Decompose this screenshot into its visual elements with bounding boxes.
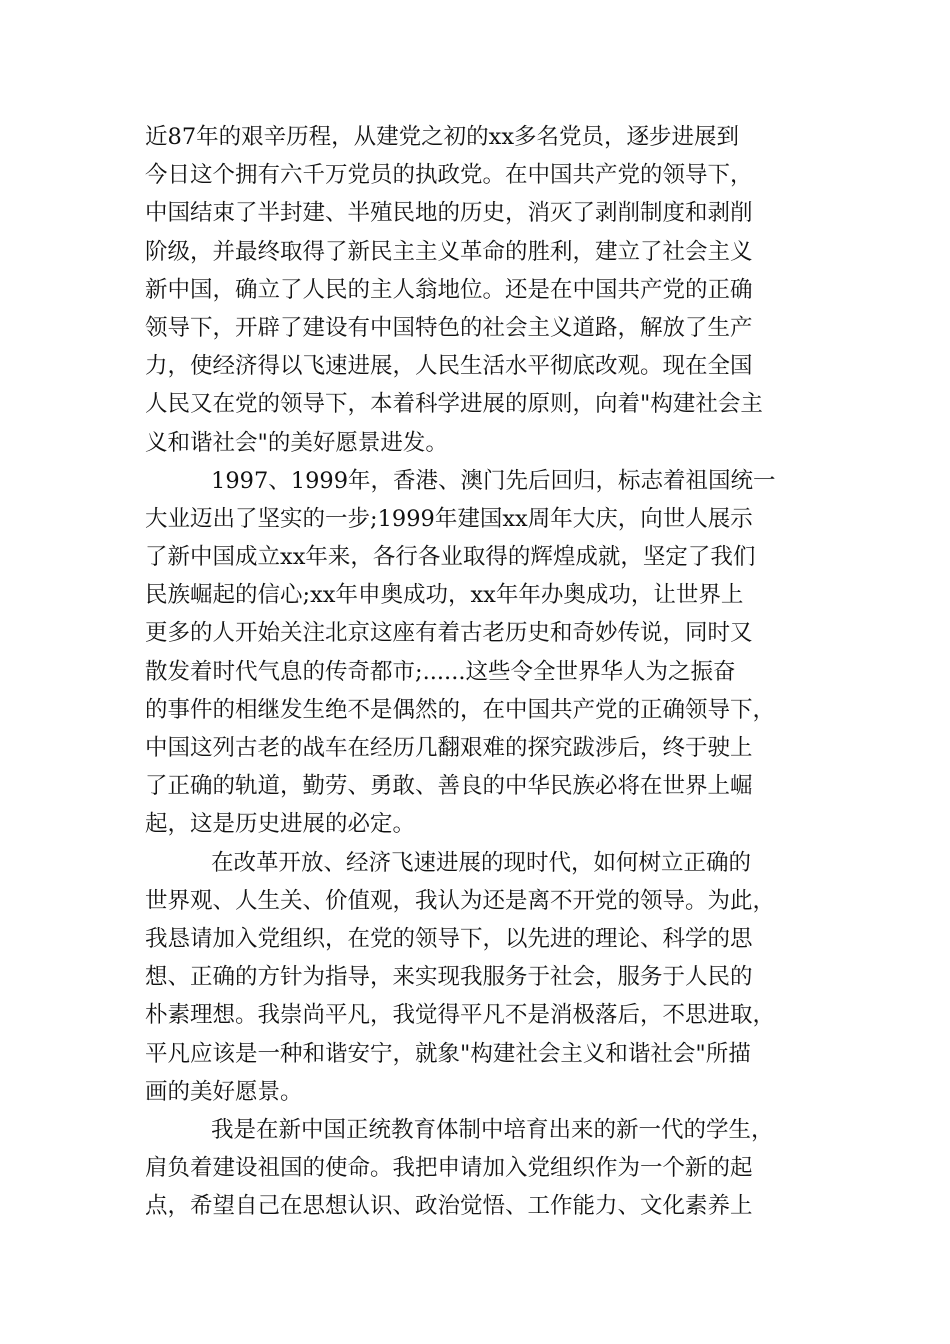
paragraph-2 xyxy=(145,462,805,844)
text-line: 领导下，开辟了建设有中国特色的社会主义道路，解放了生产 xyxy=(145,314,753,341)
text-line: 在改革开放、经济飞速进展的现时代，如何树立正确的 xyxy=(211,849,752,876)
text-line: 人民又在党的领导下，本着科学进展的原则，向着"构建社会主 xyxy=(145,391,763,418)
text-line: 1997、1999年，香港、澳门先后回归，标志着祖国统一 xyxy=(211,467,776,494)
text-line: 了新中国成立xx年来，各行各业取得的辉煌成就，坚定了我们 xyxy=(145,544,756,571)
text-line: 世界观、人生关、价值观，我认为还是离不开党的领导。为此， xyxy=(145,887,776,914)
text-line: 阶级，并最终取得了新民主主义革命的胜利，建立了社会主义 xyxy=(145,238,753,265)
paragraph-4 xyxy=(145,1111,805,1226)
text-line: 大业迈出了坚实的一步;1999年建国xx周年大庆，向世人展示 xyxy=(145,505,753,532)
text-line: 起，这是历史进展的必定。 xyxy=(145,811,416,838)
text-line: 中国结束了半封建、半殖民地的历史，消灭了剥削制度和剥削 xyxy=(145,200,753,227)
text-line: 我恳请加入党组织，在党的领导下，以先进的理论、科学的思 xyxy=(145,925,753,952)
text-line: 散发着时代气息的传奇都市;......这些令全世界华人为之振奋 xyxy=(145,658,736,685)
text-line: 想、正确的方针为指导，来实现我服务于社会，服务于人民的 xyxy=(145,964,753,991)
text-line: 的事件的相继发生绝不是偶然的，在中国共产党的正确领导下， xyxy=(145,696,776,723)
text-line: 平凡应该是一种和谐安宁，就象"构建社会主义和谐社会"所描 xyxy=(145,1040,751,1067)
text-line: 我是在新中国正统教育体制中培育出来的新一代的学生， xyxy=(211,1116,774,1143)
text-line: 力，使经济得以飞速进展，人民生活水平彻底改观。现在全国 xyxy=(145,353,753,380)
text-line: 点，希望自己在思想认识、政治觉悟、工作能力、文化素养上 xyxy=(145,1193,753,1220)
text-line: 了正确的轨道，勤劳、勇敢、善良的中华民族必将在世界上崛 xyxy=(145,773,753,800)
text-line: 肩负着建设祖国的使命。我把申请加入党组织作为一个新的起 xyxy=(145,1155,753,1182)
text-line: 近87年的艰辛历程，从建党之初的xx多名党员，逐步进展到 xyxy=(145,124,740,150)
text-line: 更多的人开始关注北京这座有着古老历史和奇妙传说，同时又 xyxy=(145,620,753,647)
text-line: 民族崛起的信心;xx年申奥成功，xx年年办奥成功，让世界上 xyxy=(145,582,744,609)
document-body xyxy=(145,118,805,1225)
text-line: 朴素理想。我崇尚平凡，我觉得平凡不是消极落后，不思进取， xyxy=(145,1002,776,1029)
text-line: 中国这列古老的战车在经历几翻艰难的探究跋涉后，终于驶上 xyxy=(145,735,753,761)
paragraph-1 xyxy=(145,118,805,462)
text-line: 画的美好愿景。 xyxy=(145,1078,303,1105)
text-line: 今日这个拥有六千万党员的执政党。在中国共产党的领导下， xyxy=(145,162,753,189)
text-line: 新中国，确立了人民的主人翁地位。还是在中国共产党的正确 xyxy=(145,276,753,303)
paragraph-3 xyxy=(145,844,805,1111)
text-line: 义和谐社会"的美好愿景进发。 xyxy=(145,429,448,456)
